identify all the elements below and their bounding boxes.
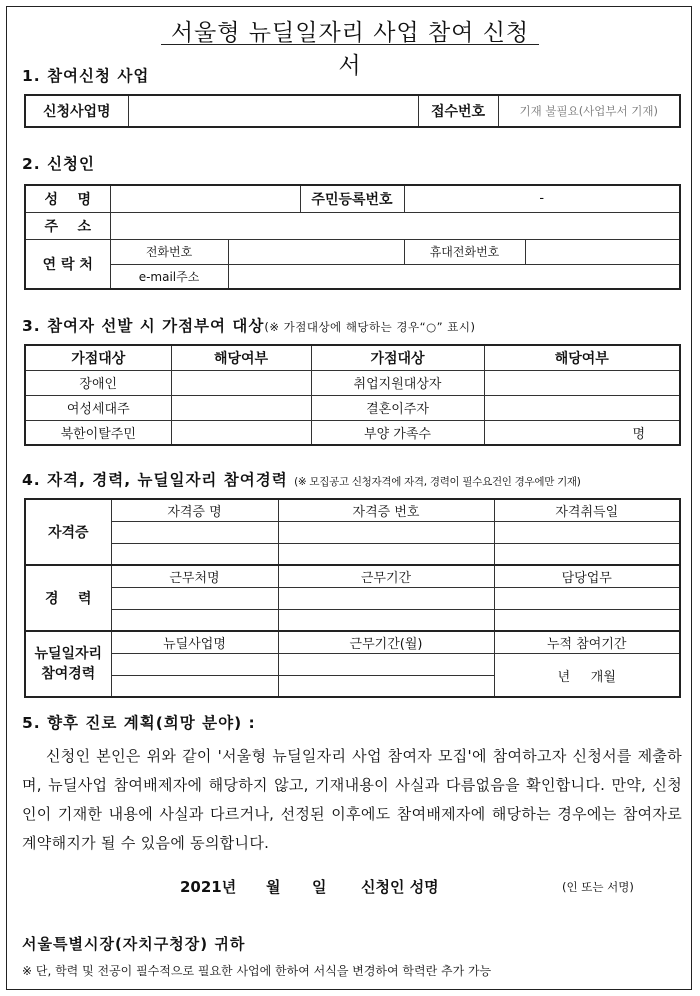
footnote: ※ 단, 학력 및 전공이 필수적으로 필요한 사업에 한하여 서식을 변경하여 학력란 추가 가능	[22, 964, 492, 978]
mobile-label: 휴대전화번호	[404, 239, 525, 264]
consent-statement: 신청인 본인은 위와 같이 '서울형 뉴딜일자리 사업 참여자 모집'에 참여하고자 신청서를 제출하며, 뉴딜사업 참여배제자에 해당하지 않고, 기재내용이 사실과 다름없음을 확인합니다. 만약, 신청인이 기재한 내용에 사실과 다르거나, 선정된 이후에도 참여배제자에 해당하는 경우에는 참여자로 계약해지가 될 수 있음에 동의합니다.	[22, 747, 682, 852]
newdeal-2-program[interactable]	[111, 675, 278, 697]
newdeal-1-months[interactable]	[278, 654, 494, 676]
cert-header-name: 자격증 명	[111, 499, 278, 522]
career-2-duty[interactable]	[494, 609, 680, 631]
phone-input[interactable]	[228, 239, 404, 264]
applicant-table	[24, 184, 681, 290]
newdeal-header-program: 뉴딜사업명	[111, 631, 278, 654]
bonus-header-1: 가점대상	[25, 345, 171, 370]
cert-header-number: 자격증 번호	[278, 499, 494, 522]
career-2-period[interactable]	[278, 609, 494, 631]
cert-header-date: 자격취득일	[494, 499, 680, 522]
section-4-title: 4. 자격, 경력, 뉴딜일자리 참여경력	[22, 471, 288, 489]
mobile-input[interactable]	[525, 239, 680, 264]
newdeal-label-line-2: 참여경력	[41, 666, 96, 682]
bonus-row-2-check-a[interactable]	[171, 395, 311, 420]
newdeal-1-program[interactable]	[111, 654, 278, 676]
newdeal-label-line-1: 뉴딜일자리	[34, 646, 103, 662]
seal-note: (인 또는 서명)	[562, 880, 634, 894]
bonus-header-2: 해당여부	[171, 345, 311, 370]
phone-label: 전화번호	[110, 239, 228, 264]
program-label: 신청사업명	[25, 95, 128, 127]
bonus-header-3: 가점대상	[311, 345, 484, 370]
bonus-row-3-target-a: 북한이탈주민	[25, 420, 171, 445]
section-3-title: 3. 참여자 선발 시 가점부여 대상	[22, 317, 265, 335]
career-header-duty: 담당업무	[494, 565, 680, 588]
cert-1-name[interactable]	[111, 522, 278, 544]
program-table	[24, 94, 681, 128]
cert-2-name[interactable]	[111, 543, 278, 565]
name-label: 성 명	[25, 185, 110, 212]
rrn-label: 주민등록번호	[300, 185, 404, 212]
sign-year: 2021년	[180, 878, 237, 896]
cert-1-date[interactable]	[494, 522, 680, 544]
cert-label: 자격증	[25, 499, 111, 565]
career-header-period: 근무기간	[278, 565, 494, 588]
newdeal-label	[25, 631, 111, 697]
career-label: 경 력	[25, 565, 111, 631]
rrn-input[interactable]: -	[404, 185, 680, 212]
career-1-period[interactable]	[278, 588, 494, 610]
address-label: 주 소	[25, 212, 110, 239]
section-3-note: (※ 가점대상에 해당하는 경우“○” 표시)	[264, 320, 476, 334]
name-input[interactable]	[110, 185, 300, 212]
career-1-duty[interactable]	[494, 588, 680, 610]
section-3-heading	[22, 314, 475, 336]
bonus-row-3-dependents[interactable]: 명	[484, 420, 680, 445]
addressee: 서울특별시장(자치구청장) 귀하	[22, 935, 246, 953]
newdeal-header-total: 누적 참여기간	[494, 631, 680, 654]
bonus-table	[24, 344, 681, 446]
email-label: e-mail주소	[110, 264, 228, 289]
bonus-row-2-target-b: 결혼이주자	[311, 395, 484, 420]
contact-label: 연 락 처	[25, 239, 110, 289]
bonus-row-2-check-b[interactable]	[484, 395, 680, 420]
section-5-heading: 5. 향후 진로 계획(희망 분야) :	[22, 714, 256, 732]
receipt-label: 접수번호	[418, 95, 498, 127]
career-2-workplace[interactable]	[111, 609, 278, 631]
address-input[interactable]	[110, 212, 680, 239]
bonus-row-1-check-b[interactable]	[484, 370, 680, 395]
section-2-heading: 2. 신청인	[22, 155, 95, 173]
qualification-table	[24, 498, 681, 698]
bonus-row-1-target-b: 취업지원대상자	[311, 370, 484, 395]
title-underline	[161, 44, 539, 45]
form-title: 서울형 뉴딜일자리 사업 참여 신청서	[170, 20, 530, 79]
career-header-workplace: 근무처명	[111, 565, 278, 588]
cert-1-number[interactable]	[278, 522, 494, 544]
sign-month: 월	[266, 878, 281, 896]
bonus-row-3-check-a[interactable]	[171, 420, 311, 445]
sign-day: 일	[312, 878, 327, 896]
program-input[interactable]	[128, 95, 418, 127]
bonus-row-1-target-a: 장애인	[25, 370, 171, 395]
email-input[interactable]	[228, 264, 680, 289]
bonus-row-3-target-b: 부양 가족수	[311, 420, 484, 445]
career-1-workplace[interactable]	[111, 588, 278, 610]
cert-2-date[interactable]	[494, 543, 680, 565]
section-1-heading: 1. 참여신청 사업	[22, 67, 150, 85]
newdeal-total-value[interactable]: 년 개월	[494, 654, 680, 697]
section-4-heading	[22, 468, 581, 490]
bonus-row-2-target-a: 여성세대주	[25, 395, 171, 420]
cert-2-number[interactable]	[278, 543, 494, 565]
bonus-header-4: 해당여부	[484, 345, 680, 370]
section-4-note: (※ 모집공고 신청자격에 자격, 경력이 필수요건인 경우에만 기재)	[294, 476, 581, 488]
receipt-note: 기재 불필요(사업부서 기재)	[498, 95, 680, 127]
newdeal-2-months[interactable]	[278, 675, 494, 697]
bonus-row-1-check-a[interactable]	[171, 370, 311, 395]
newdeal-header-months: 근무기간(월)	[278, 631, 494, 654]
sign-applicant-name[interactable]: 신청인 성명	[361, 878, 439, 896]
